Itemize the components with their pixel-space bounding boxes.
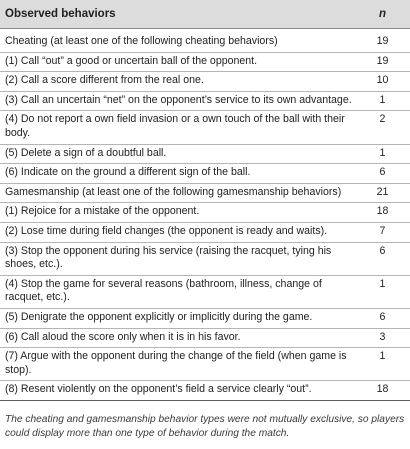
table-row (0, 52, 410, 72)
row-count: 2 (355, 111, 410, 144)
table-row (0, 72, 410, 92)
table-row (0, 111, 410, 144)
table-row (0, 222, 410, 242)
table-row (0, 381, 410, 401)
table-body (0, 29, 410, 401)
row-label: (1) Rejoice for a mistake of the opponent. (0, 203, 355, 223)
table-row (0, 242, 410, 275)
row-label: (1) Call “out” a good or uncertain ball of the opponent. (0, 52, 355, 72)
row-label: (5) Delete a sign of a doubtful ball. (0, 144, 355, 164)
row-count: 7 (355, 222, 410, 242)
row-count: 1 (355, 144, 410, 164)
row-count: 1 (355, 275, 410, 308)
row-label: (7) Argue with the opponent during the change of the field (when game is stop). (0, 348, 355, 381)
row-count: 3 (355, 328, 410, 348)
row-count: 6 (355, 164, 410, 184)
table-row (0, 29, 410, 53)
table-footnote: The cheating and gamesmanship behavior types were not mutually exclusive, so players could display more than one type of behavior during the match. (5, 414, 405, 439)
row-label: (6) Call aloud the score only when it is in his favor. (0, 328, 355, 348)
row-label: (6) Indicate on the ground a different sign of the ball. (0, 164, 355, 184)
table-row (0, 164, 410, 184)
row-label: (2) Call a score different from the real one. (0, 72, 355, 92)
row-count: 19 (355, 52, 410, 72)
row-label: (8) Resent violently on the opponent’s field a service clearly “out”. (0, 381, 355, 401)
table-header (0, 0, 410, 29)
table-row (0, 91, 410, 111)
row-label: (4) Do not report a own field invasion or a own touch of the ball with their body. (0, 111, 355, 144)
row-label: (3) Call an uncertain “net” on the opponent’s service to its own advantage. (0, 91, 355, 111)
header-n: n (355, 0, 410, 29)
header-behaviors: Observed behaviors (0, 0, 355, 29)
row-label: Gamesmanship (at least one of the following gamesmanship behaviors) (0, 183, 355, 203)
row-count: 1 (355, 348, 410, 381)
table-row (0, 348, 410, 381)
table-row (0, 308, 410, 328)
row-count: 6 (355, 242, 410, 275)
row-label: (4) Stop the game for several reasons (bathroom, illness, change of racquet, etc.). (0, 275, 355, 308)
table-row (0, 328, 410, 348)
row-label: (5) Denigrate the opponent explicitly or implicitly during the game. (0, 308, 355, 328)
row-label: (3) Stop the opponent during his service (raising the racquet, tying his shoes, etc.). (0, 242, 355, 275)
row-count: 18 (355, 203, 410, 223)
header-row (0, 0, 410, 29)
row-label: (2) Lose time during field changes (the opponent is ready and waits). (0, 222, 355, 242)
row-count: 10 (355, 72, 410, 92)
row-label: Cheating (at least one of the following cheating behaviors) (0, 29, 355, 53)
table-row (0, 144, 410, 164)
table-row (0, 275, 410, 308)
row-count: 1 (355, 91, 410, 111)
table-row (0, 203, 410, 223)
table-row (0, 183, 410, 203)
row-count: 18 (355, 381, 410, 401)
row-count: 19 (355, 29, 410, 53)
row-count: 21 (355, 183, 410, 203)
row-count: 6 (355, 308, 410, 328)
